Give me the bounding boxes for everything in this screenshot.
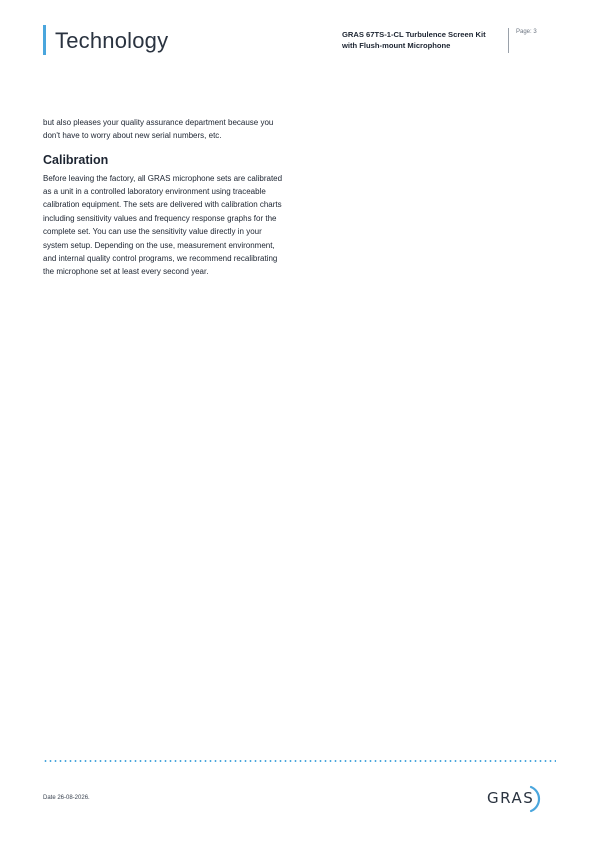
document-title: GRAS 67TS-1-CL Turbulence Screen Kit with Flush-mount Microphone xyxy=(342,30,486,50)
intro-paragraph: but also pleases your quality assurance department because you don't have to worry about new serial numbers, etc. xyxy=(43,118,274,141)
logo-wordmark: GRAS xyxy=(487,789,535,807)
footer-dotted-rule xyxy=(43,760,556,762)
header-divider xyxy=(508,28,509,53)
gras-logo xyxy=(487,785,545,813)
calibration-heading: Calibration xyxy=(43,152,109,167)
main-content xyxy=(43,116,289,279)
calibration-paragraph: Before leaving the factory, all GRAS microphone sets are calibrated as a unit in a controlled laboratory environment using traceable calibration equipment. The sets are delivered with calibration charts including sensitivity values and frequency response graphs for the complete set. You can use the sensitivity value directly in your system setup. Depending on the use, measurement environment, and internal quality control programs, we recommend recalibrating the microphone set at least every second year. xyxy=(43,173,283,277)
section-title: Technology xyxy=(55,28,169,53)
page-number: Page: 3 xyxy=(516,29,537,35)
footer-date: Date 26-08-2026. xyxy=(43,795,90,801)
header-accent-bar xyxy=(43,25,46,55)
logo-arc-icon xyxy=(487,785,545,813)
